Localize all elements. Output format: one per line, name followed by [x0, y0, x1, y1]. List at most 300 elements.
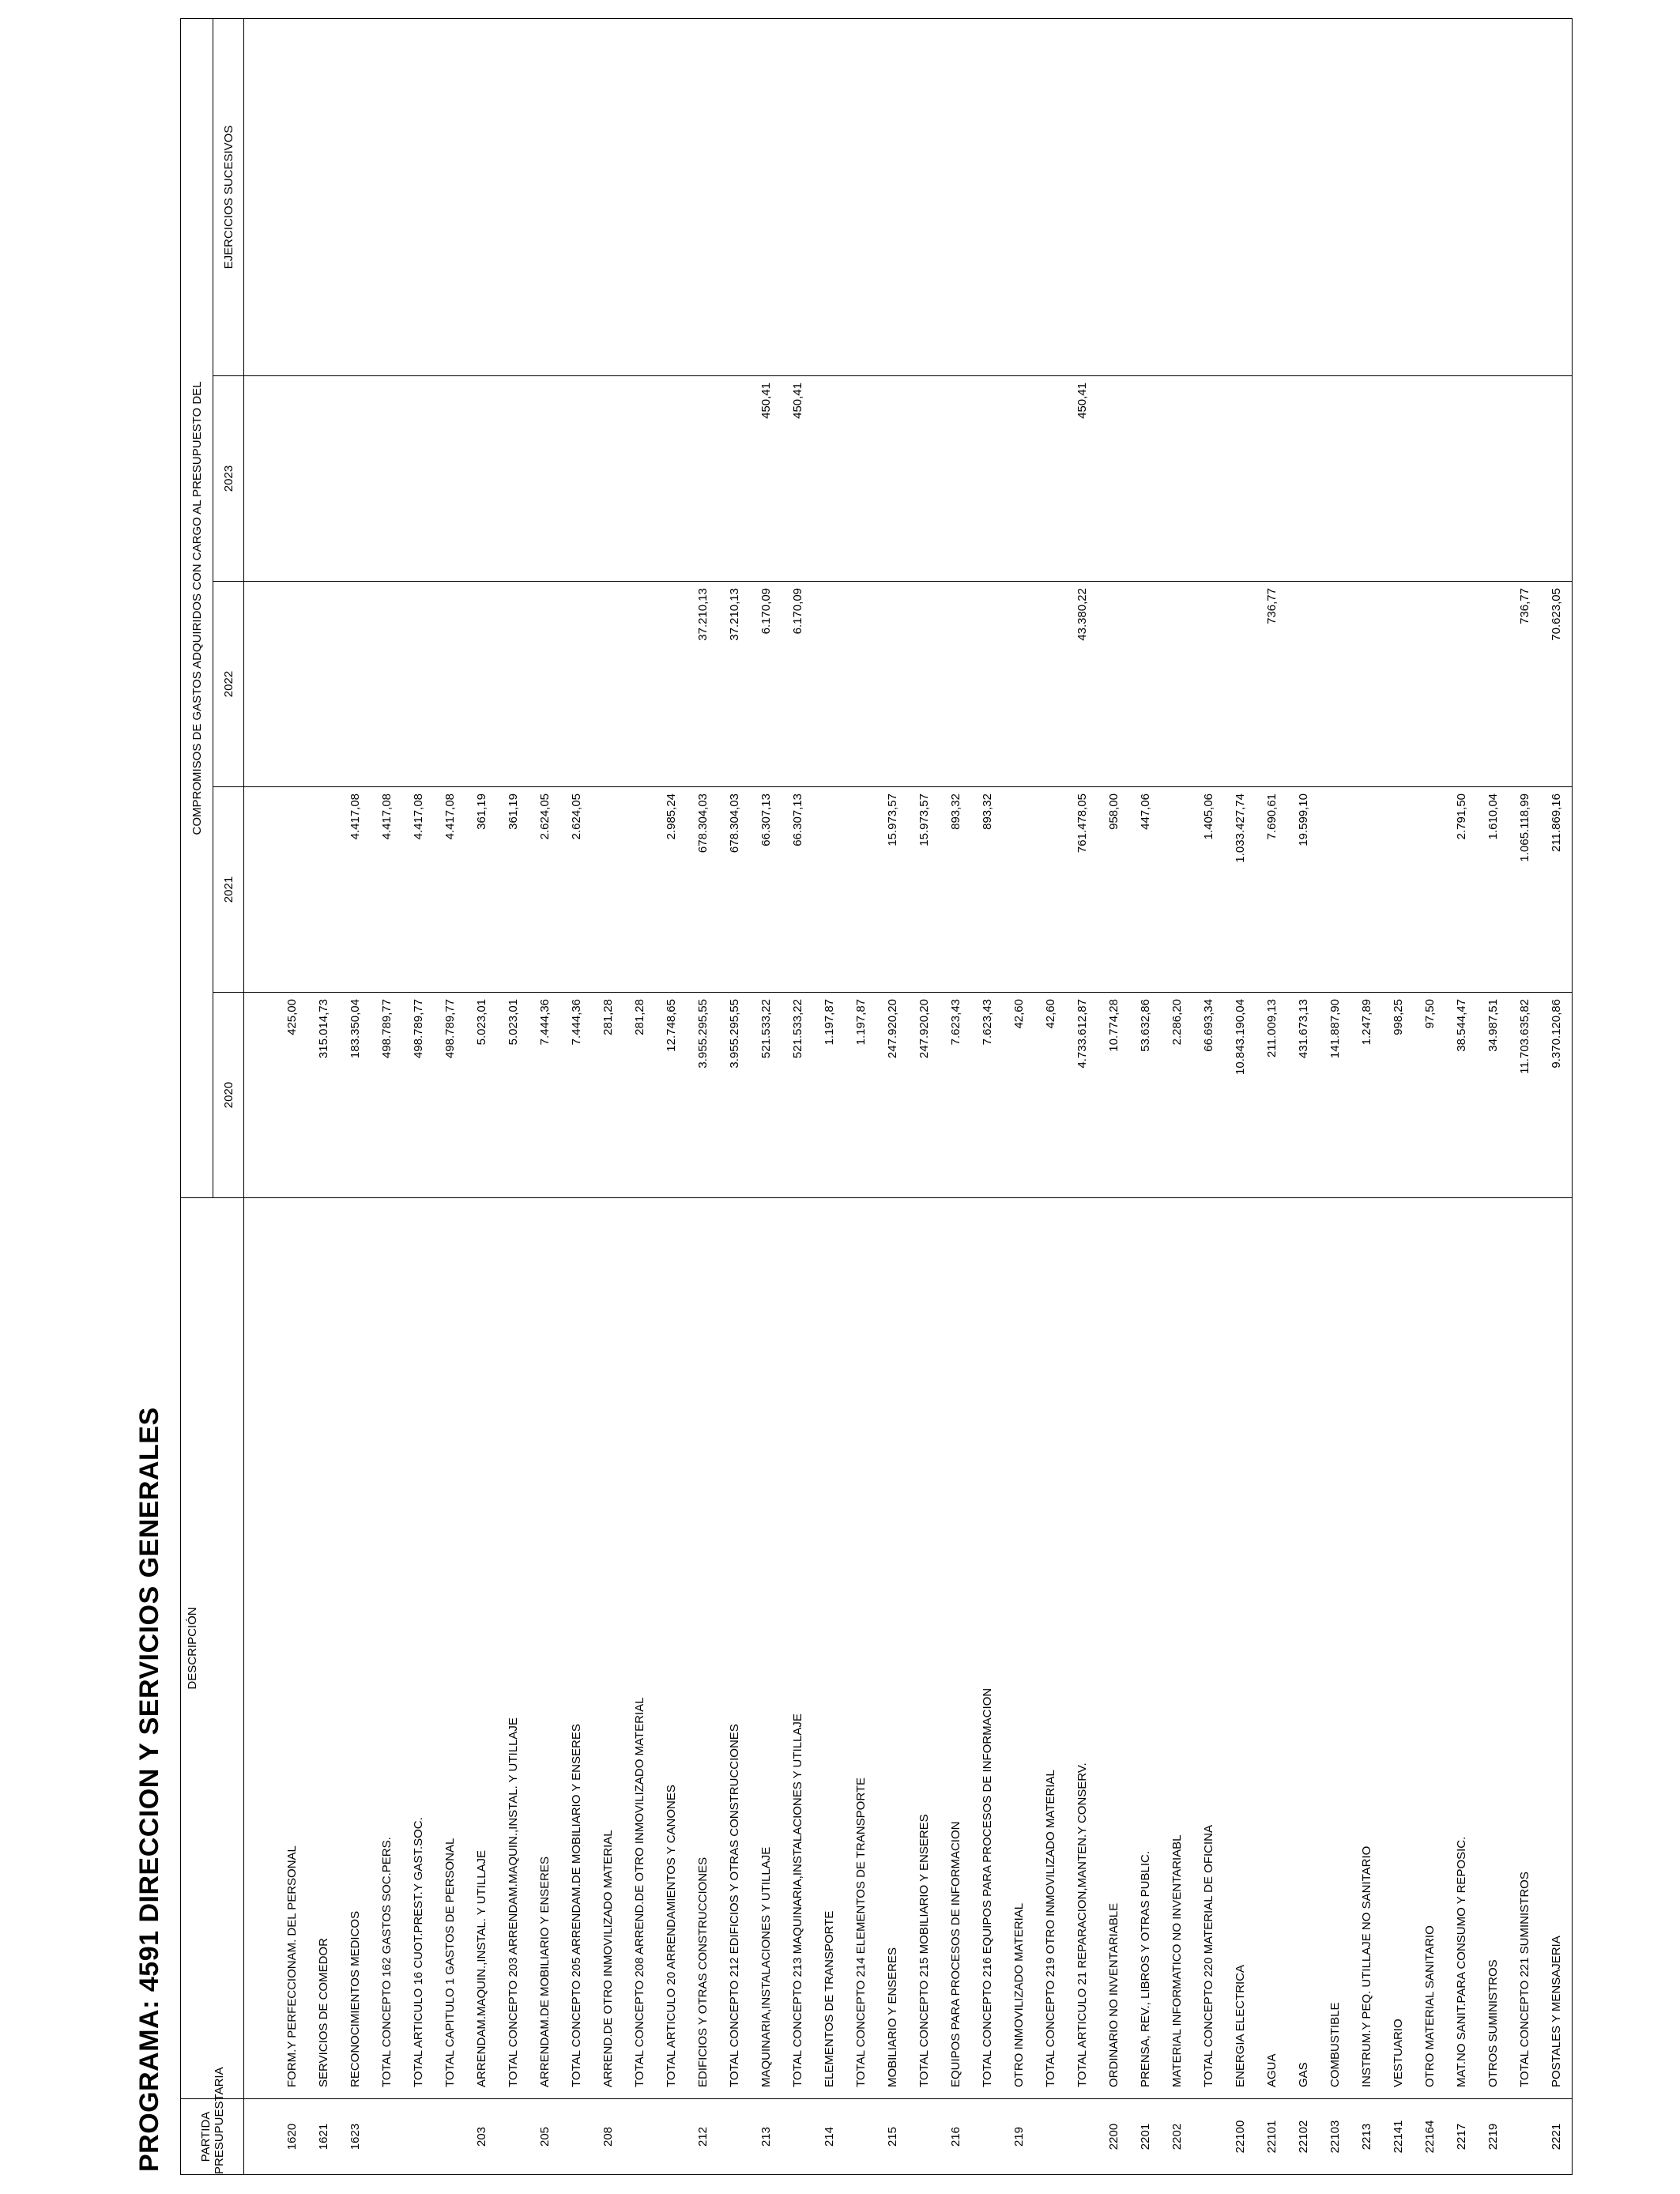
amount-sucesivos [1034, 18, 1066, 375]
amount-2023 [655, 376, 687, 582]
amount-2021: 4.417,08 [339, 787, 371, 993]
partida-code: 22100 [1224, 2099, 1256, 2175]
amount-2022 [592, 582, 623, 787]
amount-2023 [402, 376, 434, 582]
amount-2022 [1224, 582, 1256, 787]
partida-code: 2201 [1129, 2099, 1161, 2175]
partida-code [1509, 2099, 1540, 2175]
amount-2020: 521.533,22 [782, 993, 813, 1198]
partida-code [434, 2099, 465, 2175]
amount-sucesivos [402, 18, 434, 375]
amount-sucesivos [1224, 18, 1256, 375]
row-description: GAS [1287, 1198, 1319, 2099]
table-row [718, 18, 750, 2174]
amount-2021: 66.307,13 [750, 787, 782, 993]
amount-2022: 43.380,22 [1066, 582, 1098, 787]
row-description: TOTAL CAPITULO 1 GASTOS DE PERSONAL [434, 1198, 465, 2099]
amount-2023: 450,41 [750, 376, 782, 582]
amount-2020: 3.955.295,55 [687, 993, 718, 1198]
amount-2022 [1414, 582, 1445, 787]
amount-2022 [307, 582, 339, 787]
amount-2020: 247.920,20 [876, 993, 908, 1198]
row-description: MATERIAL INFORMATICO NO INVENTARIABL [1161, 1198, 1192, 2099]
amount-2020: 1.247,89 [1350, 993, 1382, 1198]
amount-2022: 37.210,13 [687, 582, 718, 787]
amount-sucesivos [940, 18, 971, 375]
table-row [655, 18, 687, 2174]
partida-code [623, 2099, 655, 2175]
amount-2021: 361,19 [497, 787, 529, 993]
table-row [434, 18, 465, 2174]
partida-code: 22101 [1256, 2099, 1287, 2175]
amount-2022: 37.210,13 [718, 582, 750, 787]
row-description: TOTAL ARTICULO 20 ARRENDAMIENTOS Y CANONES [655, 1198, 687, 2099]
amount-2021: 893,32 [971, 787, 1003, 993]
amount-2020: 7.623,43 [971, 993, 1003, 1198]
row-description: SERVICIOS DE COMEDOR [307, 1198, 339, 2099]
amount-2022 [339, 582, 371, 787]
amount-sucesivos [971, 18, 1003, 375]
amount-2022 [1161, 582, 1192, 787]
compromisos-header: COMPROMISOS DE GASTOS ADQUIRIDOS CON CARGO AL PRESUPUESTO DEL [181, 18, 213, 1197]
partida-code [371, 2099, 402, 2175]
amount-2022 [529, 582, 560, 787]
row-description: EDIFICIOS Y OTRAS CONSTRUCCIONES [687, 1198, 718, 2099]
row-description: TOTAL CONCEPTO 212 EDIFICIOS Y OTRAS CONSTRUCCIONES [718, 1198, 750, 2099]
partida-header [181, 2067, 244, 2175]
amount-sucesivos [813, 18, 845, 375]
amount-sucesivos [1003, 18, 1034, 375]
budget-table [180, 18, 1573, 2175]
amount-2022 [813, 582, 845, 787]
row-description: AGUA [1256, 1198, 1287, 2099]
amount-2023 [876, 376, 908, 582]
amount-2020: 431.673,13 [1287, 993, 1319, 1198]
partida-code [1034, 2099, 1066, 2175]
amount-2021 [1034, 787, 1066, 993]
partida-code: 22164 [1414, 2099, 1445, 2175]
partida-code: 1621 [307, 2099, 339, 2175]
amount-2021: 1.033.427,74 [1224, 787, 1256, 993]
amount-sucesivos [1066, 18, 1098, 375]
amount-sucesivos [908, 18, 940, 375]
table-row [1319, 18, 1350, 2174]
amount-sucesivos [687, 18, 718, 375]
partida-code: 219 [1003, 2099, 1034, 2175]
amount-2022 [1003, 582, 1034, 787]
amount-2023 [813, 376, 845, 582]
amount-2023 [1287, 376, 1319, 582]
amount-2021: 958,00 [1098, 787, 1129, 993]
amount-sucesivos [1098, 18, 1129, 375]
amount-2023 [434, 376, 465, 582]
amount-2021: 15.973,57 [876, 787, 908, 993]
amount-2021 [1319, 787, 1350, 993]
amount-2023 [1382, 376, 1414, 582]
amount-sucesivos [845, 18, 876, 375]
partida-code [655, 2099, 687, 2175]
amount-sucesivos [1414, 18, 1445, 375]
amount-sucesivos [592, 18, 623, 375]
amount-2022 [497, 582, 529, 787]
amount-2021 [276, 787, 307, 993]
row-description: TOTAL CONCEPTO 216 EQUIPOS PARA PROCESOS DE INFORMACION [971, 1198, 1003, 2099]
amount-2020: 34.987,51 [1477, 993, 1509, 1198]
amount-2020: 425,00 [276, 993, 307, 1198]
amount-2022 [560, 582, 592, 787]
amount-2021: 678.304,03 [687, 787, 718, 993]
amount-2022 [1445, 582, 1477, 787]
amount-2020: 38.544,47 [1445, 993, 1477, 1198]
amount-2021 [592, 787, 623, 993]
amount-sucesivos [434, 18, 465, 375]
amount-2020: 1.197,87 [813, 993, 845, 1198]
table-row [339, 18, 371, 2174]
row-description: ELEMENTOS DE TRANSPORTE [813, 1198, 845, 2099]
amount-sucesivos [1192, 18, 1224, 375]
partida-code: 2221 [1540, 2099, 1573, 2175]
row-description: TOTAL CONCEPTO 213 MAQUINARIA,INSTALACIONES Y UTILLAJE [782, 1198, 813, 2099]
amount-2022 [940, 582, 971, 787]
amount-2023: 450,41 [782, 376, 813, 582]
row-description: OTRO INMOVILIZADO MATERIAL [1003, 1198, 1034, 2099]
amount-2021: 447,06 [1129, 787, 1161, 993]
amount-sucesivos [497, 18, 529, 375]
table-row [560, 18, 592, 2174]
row-description: COMBUSTIBLE [1319, 1198, 1350, 2099]
partida-code: 212 [687, 2099, 718, 2175]
table-row [1129, 18, 1161, 2174]
amount-2021: 2.624,05 [560, 787, 592, 993]
amount-2021 [813, 787, 845, 993]
amount-2022 [1319, 582, 1350, 787]
amount-2022 [908, 582, 940, 787]
amount-2021: 1.065.118,99 [1509, 787, 1540, 993]
amount-2023 [1129, 376, 1161, 582]
amount-2020: 5.023,01 [497, 993, 529, 1198]
amount-2020: 2.286,20 [1161, 993, 1192, 1198]
amount-2023 [529, 376, 560, 582]
amount-2022 [845, 582, 876, 787]
partida-code: 22141 [1382, 2099, 1414, 2175]
amount-2021 [623, 787, 655, 993]
amount-2023 [971, 376, 1003, 582]
amount-sucesivos [1319, 18, 1350, 375]
amount-2021 [1414, 787, 1445, 993]
amount-2023 [276, 376, 307, 582]
amount-2023 [1477, 376, 1509, 582]
partida-code: 22103 [1319, 2099, 1350, 2175]
partida-code: 2219 [1477, 2099, 1509, 2175]
table-row [1414, 18, 1445, 2174]
partida-code [718, 2099, 750, 2175]
row-description: FORM.Y PERFECCIONAM. DEL PERSONAL [276, 1198, 307, 2099]
amount-2021: 893,32 [940, 787, 971, 993]
amount-sucesivos [1350, 18, 1382, 375]
amount-2023 [592, 376, 623, 582]
table-row [371, 18, 402, 2174]
amount-sucesivos [529, 18, 560, 375]
amount-sucesivos [623, 18, 655, 375]
amount-2022 [402, 582, 434, 787]
amount-2020: 141.887,90 [1319, 993, 1350, 1198]
amount-2020: 498.789,77 [371, 993, 402, 1198]
amount-2023 [560, 376, 592, 582]
amount-2020: 10.843.190,04 [1224, 993, 1256, 1198]
amount-2020: 66.693,34 [1192, 993, 1224, 1198]
spacer-row [244, 18, 277, 2174]
amount-2021: 761.478,05 [1066, 787, 1098, 993]
table-row [1509, 18, 1540, 2174]
amount-sucesivos [1509, 18, 1540, 375]
partida-code: 22102 [1287, 2099, 1319, 2175]
amount-2020: 498.789,77 [402, 993, 434, 1198]
amount-2020: 183.350,04 [339, 993, 371, 1198]
amount-2020: 4.733.612,87 [1066, 993, 1098, 1198]
amount-2023 [1034, 376, 1066, 582]
row-description: TOTAL CONCEPTO 219 OTRO INMOVILIZADO MATERIAL [1034, 1198, 1066, 2099]
amount-2022: 736,77 [1256, 582, 1287, 787]
year-header-2021: 2021 [213, 787, 244, 993]
amount-2022 [623, 582, 655, 787]
amount-sucesivos [1287, 18, 1319, 375]
partida-code [971, 2099, 1003, 2175]
table-row [908, 18, 940, 2174]
table-row [623, 18, 655, 2174]
amount-2022 [434, 582, 465, 787]
partida-code: 2202 [1161, 2099, 1192, 2175]
amount-2021 [845, 787, 876, 993]
amount-2023 [623, 376, 655, 582]
row-description: EQUIPOS PARA PROCESOS DE INFORMACION [940, 1198, 971, 2099]
table-row [1540, 18, 1573, 2174]
table-row [1003, 18, 1034, 2174]
page-title: PROGRAMA: 4591 DIRECCION Y SERVICIOS GENERALES [134, 1407, 164, 2172]
table-row [813, 18, 845, 2174]
partida-code: 205 [529, 2099, 560, 2175]
amount-2023 [1540, 376, 1573, 582]
partida-code [402, 2099, 434, 2175]
amount-2021: 211.869,16 [1540, 787, 1573, 993]
row-description: TOTAL ARTICULO 16 CUOT.PREST.Y GAST.SOC. [402, 1198, 434, 2099]
amount-2021 [1350, 787, 1382, 993]
amount-2023 [718, 376, 750, 582]
amount-2023 [1098, 376, 1129, 582]
partida-code: 203 [465, 2099, 497, 2175]
amount-sucesivos [1161, 18, 1192, 375]
year-header-2023: 2023 [213, 376, 244, 582]
partida-code: 1620 [276, 2099, 307, 2175]
table-row [402, 18, 434, 2174]
amount-2022 [1098, 582, 1129, 787]
table-row [1287, 18, 1319, 2174]
table-row [1161, 18, 1192, 2174]
amount-2020: 10.774,28 [1098, 993, 1129, 1198]
table-row [971, 18, 1003, 2174]
amount-2020: 1.197,87 [845, 993, 876, 1198]
partida-code: 215 [876, 2099, 908, 2175]
amount-2023 [307, 376, 339, 582]
table-row [276, 18, 307, 2174]
amount-2023: 450,41 [1066, 376, 1098, 582]
amount-2020: 281,28 [623, 993, 655, 1198]
table-row [1477, 18, 1509, 2174]
amount-2023 [940, 376, 971, 582]
table-row [940, 18, 971, 2174]
amount-2022: 6.170,09 [750, 582, 782, 787]
amount-2020: 97,50 [1414, 993, 1445, 1198]
row-description: OTROS SUMINISTROS [1477, 1198, 1509, 2099]
table-row [845, 18, 876, 2174]
spacer-cell [244, 18, 277, 375]
year-header-2020: 2020 [213, 993, 244, 1198]
table-row [1350, 18, 1382, 2174]
table-row [1066, 18, 1098, 2174]
amount-2022 [1034, 582, 1066, 787]
amount-2022 [1350, 582, 1382, 787]
partida-code: 2200 [1098, 2099, 1129, 2175]
amount-sucesivos [1445, 18, 1477, 375]
amount-2020: 42,60 [1034, 993, 1066, 1198]
partida-code [908, 2099, 940, 2175]
partida-code [497, 2099, 529, 2175]
partida-code [560, 2099, 592, 2175]
amount-2023 [1445, 376, 1477, 582]
spacer-cell [244, 2099, 277, 2175]
row-description: TOTAL CONCEPTO 221 SUMINISTROS [1509, 1198, 1540, 2099]
row-description: ARRENDAM.DE MOBILIARIO Y ENSERES [529, 1198, 560, 2099]
amount-2023 [1161, 376, 1192, 582]
row-description: RECONOCIMIENTOS MEDICOS [339, 1198, 371, 2099]
amount-2020: 281,28 [592, 993, 623, 1198]
table-row [876, 18, 908, 2174]
table-row [497, 18, 529, 2174]
amount-sucesivos [276, 18, 307, 375]
amount-sucesivos [718, 18, 750, 375]
amount-2020: 11.703.635,82 [1509, 993, 1540, 1198]
amount-2023 [1319, 376, 1350, 582]
spacer-cell [244, 787, 277, 993]
partida-code: 216 [940, 2099, 971, 2175]
year-header-2022: 2022 [213, 582, 244, 787]
amount-2022 [371, 582, 402, 787]
row-description: TOTAL CONCEPTO 215 MOBILIARIO Y ENSERES [908, 1198, 940, 2099]
table-row [1224, 18, 1256, 2174]
amount-2023 [465, 376, 497, 582]
table-row [782, 18, 813, 2174]
spacer-cell [244, 376, 277, 582]
row-description: MAT.NO SANIT.PARA CONSUMO Y REPOSIC. [1445, 1198, 1477, 2099]
amount-2022: 6.170,09 [782, 582, 813, 787]
table-row [1445, 18, 1477, 2174]
amount-2020: 315.014,73 [307, 993, 339, 1198]
amount-2021: 7.690,61 [1256, 787, 1287, 993]
amount-2020: 7.444,36 [560, 993, 592, 1198]
amount-sucesivos [1540, 18, 1573, 375]
amount-2021: 4.417,08 [434, 787, 465, 993]
partida-code [845, 2099, 876, 2175]
amount-2020: 521.533,22 [750, 993, 782, 1198]
amount-sucesivos [1477, 18, 1509, 375]
amount-sucesivos [1256, 18, 1287, 375]
amount-2021: 4.417,08 [402, 787, 434, 993]
row-description: TOTAL CONCEPTO 208 ARREND.DE OTRO INMOVILIZADO MATERIAL [623, 1198, 655, 2099]
amount-2021: 678.304,03 [718, 787, 750, 993]
amount-2022 [276, 582, 307, 787]
amount-2020: 998,25 [1382, 993, 1414, 1198]
row-description: INSTRUM.Y PEQ. UTILLAJE NO SANITARIO [1350, 1198, 1382, 2099]
amount-sucesivos [1382, 18, 1414, 375]
amount-2022 [1192, 582, 1224, 787]
table-row [1192, 18, 1224, 2174]
partida-code: 214 [813, 2099, 845, 2175]
amount-2023 [845, 376, 876, 582]
partida-code [1066, 2099, 1098, 2175]
amount-2021: 15.973,57 [908, 787, 940, 993]
amount-2023 [908, 376, 940, 582]
amount-2023 [371, 376, 402, 582]
ejercicios-header: EJERCICIOS SUCESIVOS [213, 18, 244, 375]
amount-sucesivos [339, 18, 371, 375]
amount-2023 [339, 376, 371, 582]
amount-2020: 5.023,01 [465, 993, 497, 1198]
amount-2020: 211.009,13 [1256, 993, 1287, 1198]
row-description: PRENSA, REV., LIBROS Y OTRAS PUBLIC. [1129, 1198, 1161, 2099]
table-row [1382, 18, 1414, 2174]
spacer-cell [244, 582, 277, 787]
amount-2022 [1287, 582, 1319, 787]
table-row [1034, 18, 1066, 2174]
partida-code [1192, 2099, 1224, 2175]
amount-2021: 1.405,06 [1192, 787, 1224, 993]
amount-2021: 4.417,08 [371, 787, 402, 993]
amount-2021 [307, 787, 339, 993]
table-row [750, 18, 782, 2174]
amount-2022 [465, 582, 497, 787]
amount-2020: 7.623,43 [940, 993, 971, 1198]
amount-2020: 247.920,20 [908, 993, 940, 1198]
amount-sucesivos [465, 18, 497, 375]
amount-2021: 2.791,50 [1445, 787, 1477, 993]
amount-sucesivos [782, 18, 813, 375]
amount-2023 [1256, 376, 1287, 582]
spacer-cell [244, 993, 277, 1198]
row-description: MOBILIARIO Y ENSERES [876, 1198, 908, 2099]
row-description: OTRO MATERIAL SANITARIO [1414, 1198, 1445, 2099]
amount-2023 [497, 376, 529, 582]
amount-2023 [1414, 376, 1445, 582]
partida-code [782, 2099, 813, 2175]
amount-2020: 12.748,65 [655, 993, 687, 1198]
row-description: TOTAL ARTICULO 21 REPARACION,MANTEN.Y CONSERV. [1066, 1198, 1098, 2099]
row-description: ARREND.DE OTRO INMOVILIZADO MATERIAL [592, 1198, 623, 2099]
amount-sucesivos [1129, 18, 1161, 375]
amount-2022 [1129, 582, 1161, 787]
amount-2023 [1003, 376, 1034, 582]
amount-2023 [1192, 376, 1224, 582]
amount-2020: 9.370.120,86 [1540, 993, 1573, 1198]
partida-code: 1623 [339, 2099, 371, 2175]
amount-2021 [1382, 787, 1414, 993]
amount-2023 [1509, 376, 1540, 582]
spacer-cell [244, 1198, 277, 2099]
table-row [1098, 18, 1129, 2174]
amount-2020: 7.444,36 [529, 993, 560, 1198]
partida-code: 213 [750, 2099, 782, 2175]
row-description: ENERGIA ELECTRICA [1224, 1198, 1256, 2099]
amount-sucesivos [750, 18, 782, 375]
table-row [592, 18, 623, 2174]
